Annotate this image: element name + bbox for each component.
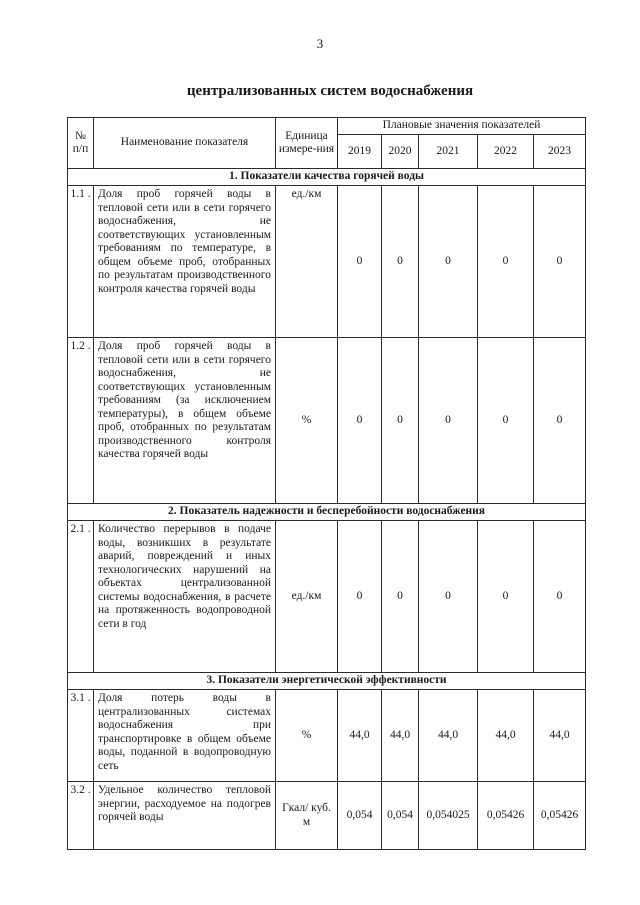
row-number: 3.1 . [68, 690, 94, 782]
value-cell: 0 [419, 338, 478, 504]
row-number: 1.1 . [68, 186, 94, 338]
value-cell: 0 [478, 186, 534, 338]
indicator-unit: Гкал/ куб. м [276, 782, 338, 850]
header-year: 2021 [419, 135, 478, 169]
value-cell: 0 [419, 521, 478, 673]
value-cell: 0,054 [338, 782, 382, 850]
value-cell: 0,054 [382, 782, 419, 850]
value-cell: 0 [382, 338, 419, 504]
indicators-table [67, 117, 586, 850]
header-planned: Плановые значения показателей [338, 118, 586, 135]
indicator-name: Удельное количество тепловой энергии, расходуемое на подогрев горячей воды [94, 782, 276, 850]
value-cell: 0 [478, 338, 534, 504]
indicator-name: Количество перерывов в подаче воды, возникших в результате аварий, повреждений и иных технологических нарушений на объектах централизованной системы водоснабжения, в расчете на протяженность водопроводной сети в год [94, 521, 276, 673]
indicator-unit: % [276, 690, 338, 782]
value-cell: 0 [534, 338, 586, 504]
value-cell: 44,0 [534, 690, 586, 782]
table-row [68, 186, 586, 338]
value-cell: 0 [419, 186, 478, 338]
table-row [68, 521, 586, 673]
page-number: 3 [316, 36, 324, 51]
section-row [68, 673, 586, 690]
indicator-unit: ед./км [276, 521, 338, 673]
indicator-name: Доля проб горячей воды в тепловой сети или в сети горячего водоснабжения, не соответствующих установленным требованиям по температуре, в общем объеме проб, отобранных по результатам производственного контроля качества горячей воды [94, 186, 276, 338]
section-row [68, 169, 586, 186]
value-cell: 0 [478, 521, 534, 673]
section-row [68, 504, 586, 521]
table-row [68, 338, 586, 504]
header-name: Наименование показателя [94, 118, 276, 169]
value-cell: 0,05426 [478, 782, 534, 850]
value-cell: 0,05426 [534, 782, 586, 850]
table-row [68, 782, 586, 850]
value-cell: 0 [338, 338, 382, 504]
section-title: 1. Показатели качества горячей воды [68, 169, 586, 186]
header-num: № п/п [68, 118, 94, 169]
indicator-unit: ед./км [276, 186, 338, 338]
value-cell: 0,054025 [419, 782, 478, 850]
row-number: 3.2 . [68, 782, 94, 850]
value-cell: 44,0 [338, 690, 382, 782]
value-cell: 44,0 [382, 690, 419, 782]
table-row [68, 690, 586, 782]
header-row [68, 118, 586, 135]
header-year: 2019 [338, 135, 382, 169]
header-unit: Единица измере-ния [276, 118, 338, 169]
indicator-name: Доля проб горячей воды в тепловой сети или в сети горячего водоснабжения, не соответствующих установленным требованиям (за исключением температуры), в общем объеме проб, отобранных по результатам производственного контроля качества горячей воды [94, 338, 276, 504]
value-cell: 44,0 [419, 690, 478, 782]
value-cell: 44,0 [478, 690, 534, 782]
indicator-name: Доля потерь воды в централизованных системах водоснабжения при транспортировке в общем объеме воды, поданной в водопроводную сеть [94, 690, 276, 782]
header-year: 2020 [382, 135, 419, 169]
value-cell: 0 [338, 186, 382, 338]
header-year: 2023 [534, 135, 586, 169]
value-cell: 0 [534, 186, 586, 338]
value-cell: 0 [534, 521, 586, 673]
value-cell: 0 [382, 186, 419, 338]
row-number: 2.1 . [68, 521, 94, 673]
document-title: централизованных систем водоснабжения [186, 83, 474, 99]
value-cell: 0 [338, 521, 382, 673]
indicator-unit: % [276, 338, 338, 504]
row-number: 1.2 . [68, 338, 94, 504]
header-year: 2022 [478, 135, 534, 169]
section-title: 2. Показатель надежности и бесперебойности водоснабжения [68, 504, 586, 521]
value-cell: 0 [382, 521, 419, 673]
section-title: 3. Показатели энергетической эффективности [68, 673, 586, 690]
